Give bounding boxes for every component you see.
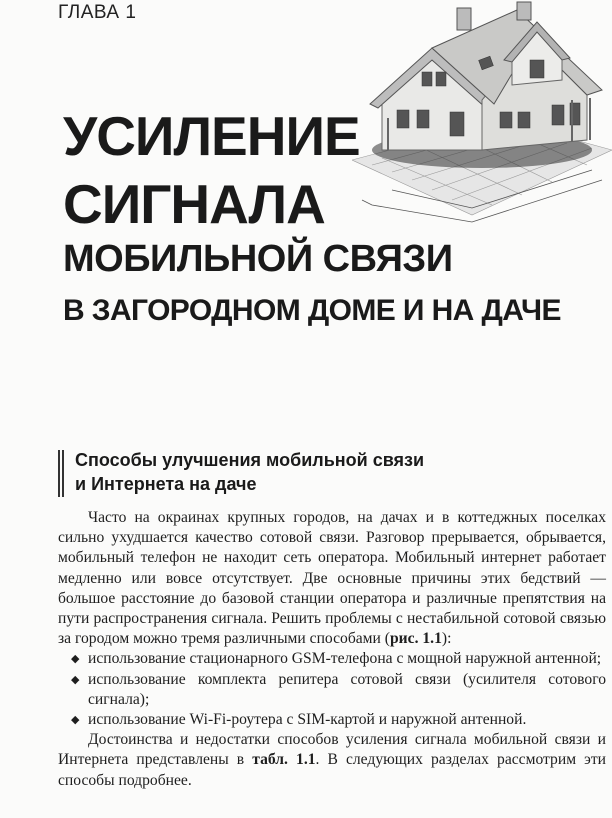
- paragraph-summary-end: . В следующих разделах рассмотрим эти способы подробнее.: [58, 751, 606, 789]
- table-reference: табл. 1.1: [252, 751, 316, 769]
- list-item-text: использование комплекта репитера сотовой связи (усилителя сотового сигнала);: [88, 670, 606, 708]
- bullet-icon: ◆: [71, 673, 80, 686]
- chapter-label: ГЛАВА 1: [58, 2, 137, 23]
- bullet-icon: ◆: [71, 714, 80, 727]
- paragraph-summary: [58, 730, 606, 791]
- list-item: [58, 649, 606, 669]
- list-item: [58, 710, 606, 730]
- paragraph-intro-end: ):: [441, 630, 452, 648]
- body-text: [58, 508, 606, 791]
- list-item-text: использование Wi-Fi-роутера с SIM-картой и наружной антенной.: [88, 711, 527, 729]
- house-blueprint-illustration: [352, 0, 612, 230]
- section-heading: [75, 448, 455, 496]
- methods-list: [58, 649, 606, 730]
- title-line-3: МОБИЛЬНОЙ СВЯЗИ: [63, 238, 453, 280]
- section-heading-line-2: и Интернета на даче: [75, 474, 257, 494]
- figure-reference: рис. 1.1: [390, 630, 442, 648]
- paragraph-intro: [58, 508, 606, 649]
- list-item-text: использование стационарного GSM-телефона с мощной наружной антенной;: [88, 650, 602, 668]
- section-heading-bars: [58, 450, 64, 497]
- list-item: [58, 670, 606, 710]
- paragraph-intro-text: Часто на окраинах крупных городов, на дачах и в коттеджных поселках сильно ухудшается качество сотовой связи. Разговор прерывается, обрывается, мобильный телефон не находит сеть оператора. Мобильный интернет работает медленно или вовсе отсутствует. Две основные причины этих бедствий — большое расстояние до базовой станции оператора и различные препятствия на пути распространения сигнала. Решить проблемы с нестабильной сотовой связью за городом можно тремя различными способами (: [58, 509, 606, 648]
- title-line-4: В ЗАГОРОДНОМ ДОМЕ И НА ДАЧЕ: [63, 294, 561, 327]
- section-heading-line-1: Способы улучшения мобильной связи: [75, 450, 425, 470]
- paragraph-summary-text: Достоинства и недостатки способов усиления сигнала мобильной связи и Интернета представлены в: [58, 731, 606, 769]
- bullet-icon: ◆: [71, 653, 80, 666]
- title-line-1: УСИЛЕНИЕ: [63, 105, 360, 167]
- title-line-2: СИГНАЛА: [63, 173, 325, 235]
